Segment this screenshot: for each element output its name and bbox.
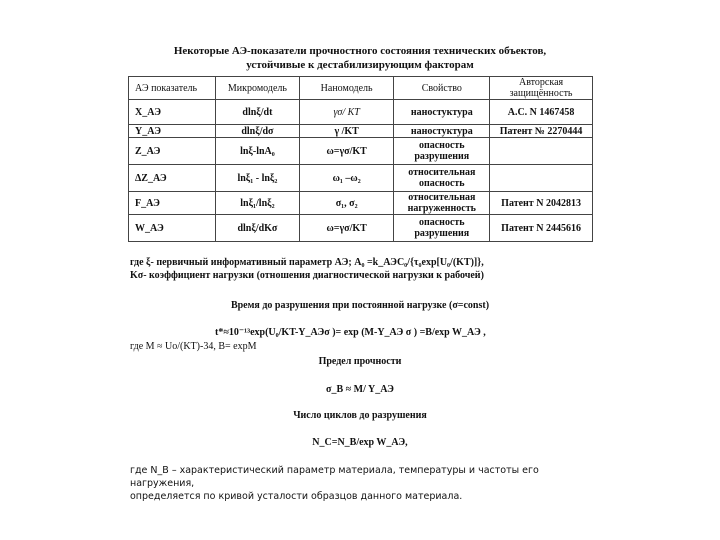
cell-indicator: ΔZ_АЭ [129, 165, 216, 192]
section-heading-time: Время до разрушения при постоянной нагрузке (σ=const) [230, 300, 490, 311]
cell-property: опасность разрушения [394, 215, 490, 242]
cell-nanomodel: σ₁, σ₂ [299, 192, 394, 215]
footnote-line-1: где N_B – характеристический параметр материала, температуры и частоты его нагружения, [130, 465, 539, 489]
formula-strength: σ_B ≈ M/ Y_АЭ [326, 384, 394, 395]
cell-indicator: Z_АЭ [129, 138, 216, 165]
formula-time-where: где M ≈ Uo/(KT)-34, B= expM [130, 341, 257, 352]
cell-indicator: X_АЭ [129, 100, 216, 125]
table-row [129, 138, 593, 165]
cell-micromodel: dlnξ/dt [216, 100, 300, 125]
cell-micromodel: lnξ-lnA₀ [216, 138, 300, 165]
header-micromodel: Микромодель [216, 77, 300, 100]
title-line-2: устойчивые к дестабилизирующим факторам [246, 59, 474, 71]
formula-time-to-failure: t*≈10⁻¹³exp(U₀/KT-Y_АЭσ )= exp (M-Y_АЭ σ ) =B/exp W_АЭ , [215, 327, 486, 338]
table-header-row [129, 77, 593, 100]
cell-authorship: Патент N 2445616 [490, 215, 593, 242]
footnote-line-2: определяется по кривой усталости образцов данного материала. [130, 491, 463, 502]
ae-indicators-table [128, 76, 593, 242]
cell-property: относительная опасность [394, 165, 490, 192]
table-row [129, 100, 593, 125]
cell-authorship [490, 138, 593, 165]
cell-authorship [490, 165, 593, 192]
table-row [129, 125, 593, 138]
header-nanomodel: Наномодель [299, 77, 394, 100]
table-row [129, 192, 593, 215]
cell-micromodel: lnξ₁/lnξ₂ [216, 192, 300, 215]
cell-property: опасность разрушения [394, 138, 490, 165]
cell-indicator: W_АЭ [129, 215, 216, 242]
cell-authorship: Патент N 2042813 [490, 192, 593, 215]
cell-authorship: Патент № 2270444 [490, 125, 593, 138]
title-line-1: Некоторые АЭ-показатели прочностного состояния технических объектов, [173, 45, 547, 57]
cell-nanomodel: γσ/ KT [299, 100, 394, 125]
header-property: Свойство [394, 77, 490, 100]
cell-nanomodel: γ /KT [299, 125, 394, 138]
table-row [129, 165, 593, 192]
section-heading-cycles: Число циклов до разрушения [293, 410, 427, 421]
cell-nanomodel: ω=γσ/KT [299, 215, 394, 242]
formula-cycles: N_C=N_B/exp W_АЭ, [312, 437, 408, 448]
cell-nanomodel: ω₁ –ω₂ [299, 165, 394, 192]
cell-property: относительная нагруженность [394, 192, 490, 215]
table-row [129, 215, 593, 242]
cell-indicator: F_АЭ [129, 192, 216, 215]
cell-indicator: Y_АЭ [129, 125, 216, 138]
footnote-block [130, 464, 600, 503]
cell-property: наностуктура [394, 125, 490, 138]
cell-micromodel: dlnξ/dKσ [216, 215, 300, 242]
header-ae-indicator: АЭ показатель [129, 77, 216, 100]
definitions-block [130, 256, 610, 282]
cell-property: наностуктура [394, 100, 490, 125]
cell-nanomodel: ω=γσ/KT [299, 138, 394, 165]
definition-line-2: Kσ- коэффициент нагрузки (отношения диагностической нагрузки к рабочей) [130, 270, 484, 281]
section-heading-strength: Предел прочности [318, 356, 402, 367]
header-authorship: Авторская защищённость [490, 77, 593, 100]
cell-micromodel: dlnξ/dσ [216, 125, 300, 138]
cell-authorship: А.С. N 1467458 [490, 100, 593, 125]
cell-micromodel: lnξ₁ - lnξ₂ [216, 165, 300, 192]
definition-line-1: где ξ- первичный информативный параметр АЭ; A₀ =k_АЭC₀/{τ₀exp[U₀/(KT)]}, [130, 257, 484, 268]
document-title [110, 44, 610, 72]
